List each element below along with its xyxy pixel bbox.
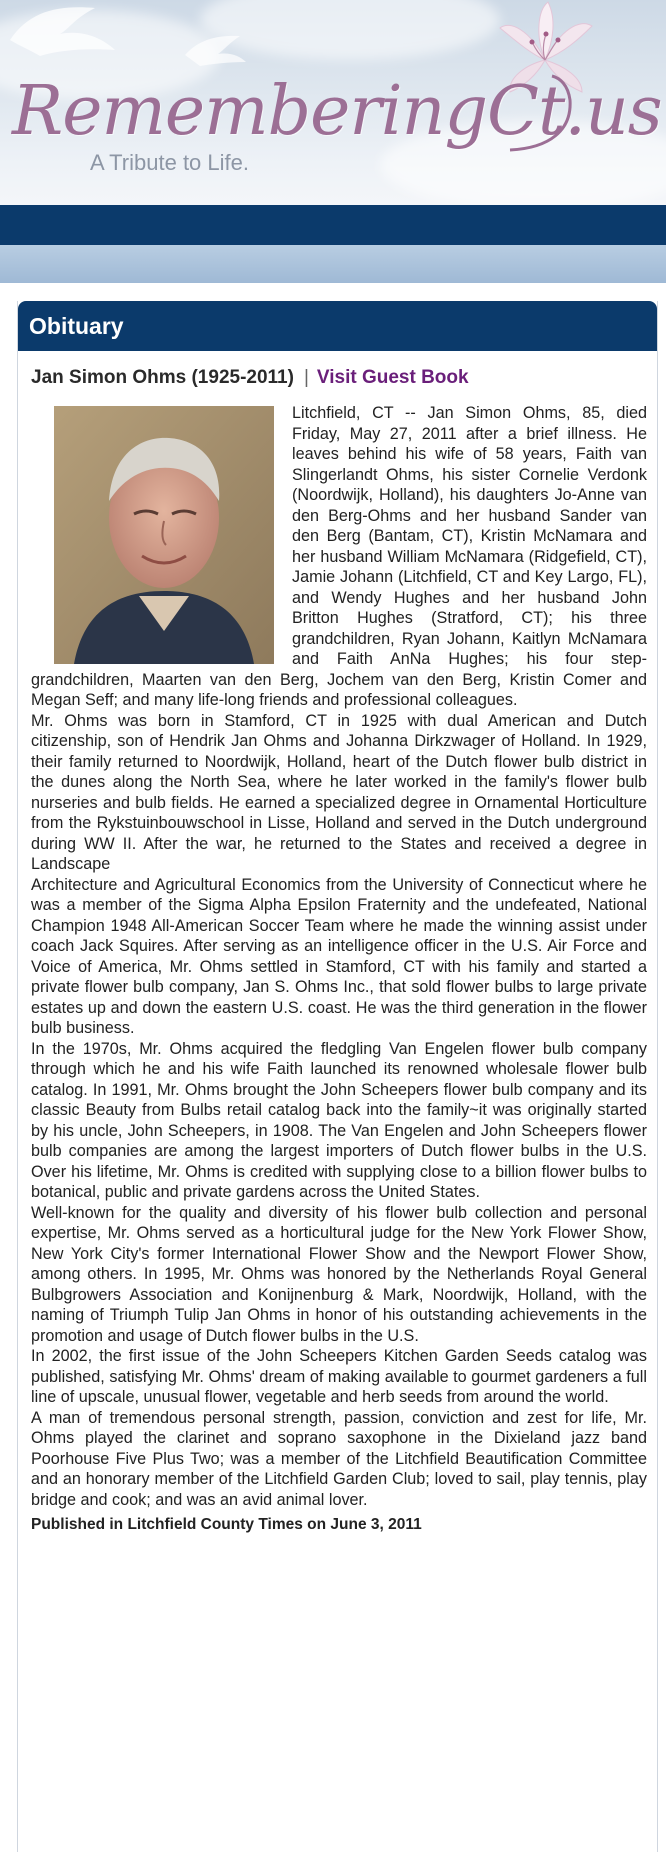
portrait-image — [54, 406, 274, 664]
obituary-body — [18, 351, 657, 1534]
site-logo[interactable]: RememberingCt.us — [12, 72, 662, 151]
obituary-paragraph: Architecture and Agricultural Economics from the University of Connecticut where he was a member of the Sigma Alpha Epsilon Fraternity and the undefeated, National Champion 1948 All-American Soccer Team where he made the winning assist under coach Jack Squires. After serving as an intelligence officer in the U.S. Air Force and Voice of America, Mr. Ohms settled in Stamford, CT with his family and started a private flower bulb company, Jan S. Ohms Inc., that sold flower bulbs to large private estates up and down the eastern U.S. coast. He was the third generation in the flower bulb business. — [31, 875, 647, 1037]
dove-icon — [0, 0, 120, 70]
deceased-name: Jan Simon Ohms (1925-2011) — [31, 367, 294, 388]
obituary-paragraph: A man of tremendous personal strength, passion, conviction and zest for life, Mr. Ohms played the clarinet and soprano saxophone in the Dixieland jazz band Poorhouse Five Plus Two; was a member of the Litchfield Beautification Committee and an honorary member of the Litchfield Garden Club; loved to sail, play tennis, play bridge and cook; and was an avid animal lover. — [31, 1408, 647, 1509]
obituary-paragraph: Well-known for the quality and diversity of his flower bulb collection and personal expertise, Mr. Ohms served as a horticultural judge for the New York Flower Show, New York City's former International Flower Show and the Newport Flower Show, among others. In 1995, Mr. Ohms was honored by the Netherlands Royal General Bulbgrowers Association and Konijnenburg & Mark, Noordwijk, Holland, with the naming of Triumph Tulip Jan Ohms in honor of his outstanding achievements in the promotion and usage of Dutch flower bulbs in the U.S. — [31, 1203, 647, 1345]
obituary-paragraph: In the 1970s, Mr. Ohms acquired the fledgling Van Engelen flower bulb company through which he and his wife Faith launched its renowned wholesale flower bulb catalog. In 1991, Mr. Ohms brought the John Scheepers flower bulb company and its classic Beauty from Bulbs retail catalog back into the family~it was originally started by his uncle, John Scheepers, in 1908. The Van Engelen and John Scheepers flower bulb companies are among the largest importers of Dutch flower bulbs in the U.S. Over his lifetime, Mr. Ohms is credited with supplying close to a billion flower bulbs to botanical, public and private gardens across the United States. — [31, 1039, 647, 1201]
publication-credit: Published in Litchfield County Times on June 3, 2011 — [31, 1516, 422, 1533]
obituary-panel — [17, 301, 658, 1852]
obituary-text — [31, 403, 647, 1510]
portrait-photo — [54, 406, 274, 664]
visit-guest-book-link[interactable]: Visit Guest Book — [316, 367, 469, 388]
logo-swoosh-icon — [500, 70, 590, 160]
panel-title: Obituary — [18, 301, 657, 351]
obituary-paragraph: Litchfield, CT -- Jan Simon Ohms, 85, died Friday, May 27, 2011 after a brief illness. He leaves behind his wife of 58 years, Faith van Slingerlandt Ohms, his sister Cornelie Verdonk (Noordwijk, Holland), his daughters Jo-Anne van den Berg-Ohms and her husband Sander van den Berg (Bantam, CT), Kristin McNamara and her husband William McNamara (Ridgefield, CT), Jamie Johann (Litchfield, CT and Key Largo, FL), and Wendy Hughes and her husband John Britton Hughes (Stratford, CT); his three grandchildren, Ryan Johann, Kaitlyn McNamara and Faith AnNa Hughes; his four step-grandchildren, Maarten van den Berg, Jochem van den Berg, Kristin Comer and Megan Seff; and many life-long friends and professional colleagues. — [31, 404, 647, 709]
obituary-paragraph: In 2002, the first issue of the John Scheepers Kitchen Garden Seeds catalog was published, satisfying Mr. Ohms' dream of making available to gourmet gardeners a full line of upscale, unusual flower, vegetable and herb seeds from around the world. — [31, 1347, 647, 1406]
obituary-paragraph: Mr. Ohms was born in Stamford, CT in 1925 with dual American and Dutch citizenship, son of Hendrik Jan Ohms and Johanna Dirkzwager of Holland. In 1929, their family returned to Noordwijk, Holland, heart of the Dutch flower bulb district in the dunes along the North Sea, where he later worked in the family's flower bulb nurseries and bulb fields. He earned a specialized degree in Ornamental Horticulture from the Rykstuinbouwschool in Lisse, Holland and served in the Dutch underground during WW II. After the war, he returned to the States and received a degree in Landscape — [31, 711, 647, 873]
site-header — [0, 0, 666, 205]
heading-separator: | — [303, 367, 309, 388]
navigation-bar — [0, 205, 666, 245]
site-tagline: A Tribute to Life. — [90, 150, 249, 175]
obituary-heading — [31, 367, 647, 391]
sub-navigation-bar — [0, 245, 666, 283]
dove-icon — [180, 30, 250, 70]
